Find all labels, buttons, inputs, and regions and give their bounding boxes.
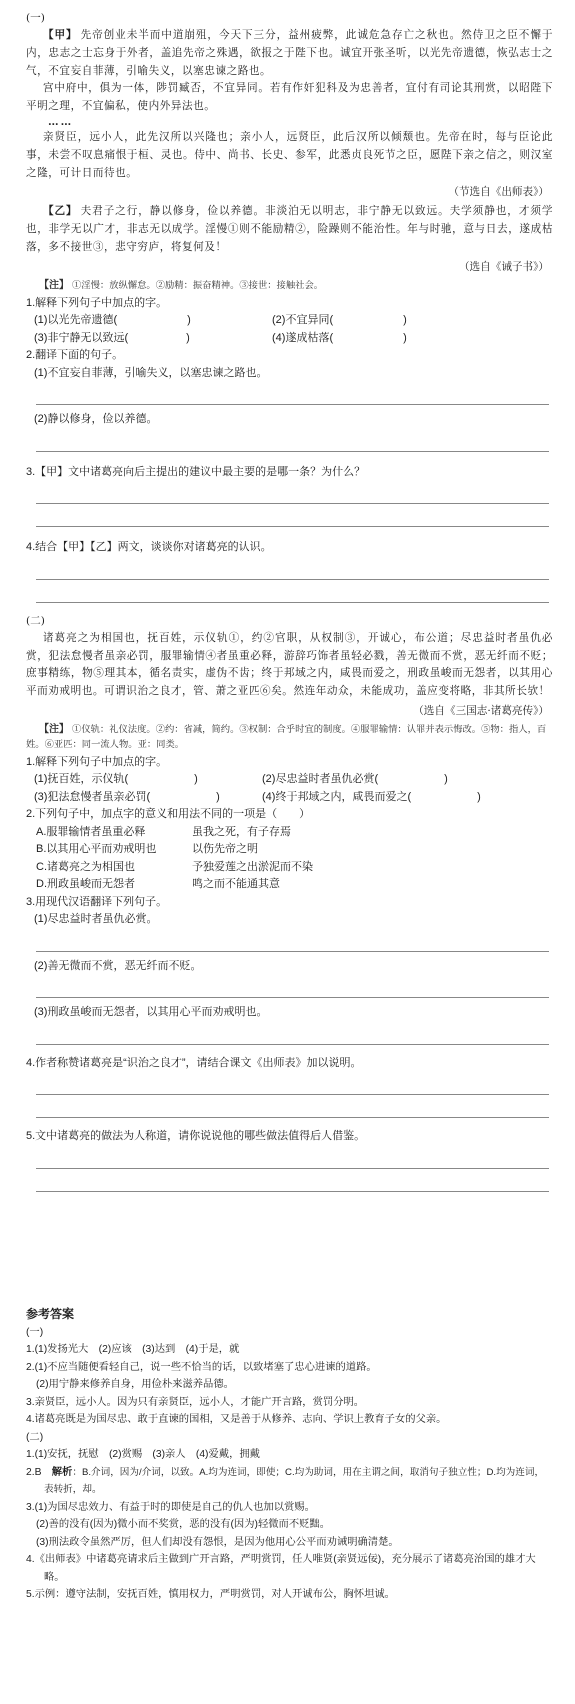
source-sanguozhi: （选自《三国志·诸葛亮传》）	[413, 704, 549, 717]
answer-line[interactable]	[36, 929, 549, 952]
ellipsis: ……	[48, 115, 74, 128]
answers-title: 参考答案	[26, 1306, 75, 1321]
section-2-label: (二)	[26, 614, 45, 627]
q2-2-option-c[interactable]: C.诸葛亮之为相国也 予独爱莲之出淤泥而不染	[36, 860, 313, 873]
answer-line[interactable]	[36, 1169, 549, 1192]
answers-section-1: (一)	[26, 1326, 44, 1338]
section-1-label: (一)	[26, 12, 45, 24]
answer-line[interactable]	[36, 975, 549, 998]
q2-4-prompt: 4.作者称赞诸葛亮是“识治之良才”，请结合课文《出师表》加以说明。	[26, 1056, 362, 1069]
answer-line[interactable]	[36, 557, 549, 580]
note-1	[26, 278, 553, 293]
q2-3-item-3: (3)刑政虽峻而无怨者，以其用心平而劝戒明也。	[34, 1006, 268, 1019]
note-text: ①淫慢：放纵懈怠。②励精：振奋精神。③接世：接触社会。	[72, 279, 324, 291]
source-yi: （选自《诫子书》）	[458, 260, 549, 273]
q2-2-option-a[interactable]: A.服罪输情者虽重必释 虽我之死，有子存焉	[36, 825, 291, 838]
q2-2-option-b[interactable]: B.以其用心平而劝戒明也 以伤先帝之明	[36, 843, 258, 856]
passage-jia-p2: 宫中府中，俱为一体，陟罚臧否，不宜异同。若有作奸犯科及为忠善者，宜付有司论其刑赏，以昭陛下平明之理，不宜偏私，使内外异法也。	[26, 82, 553, 113]
answer-1-2-1: 2.(1)不应当随便看轻自己，说一些不恰当的话，以致堵塞了忠心进谏的道路。	[26, 1361, 377, 1373]
answer-1-3: 3.亲贤臣，远小人。因为只有亲贤臣，远小人，才能广开言路，赏罚分明。	[26, 1396, 365, 1408]
q1-1-item-4: (4)遂成枯落(	[272, 331, 334, 344]
q2-2-option-d[interactable]: D.刑政虽峻而无怨者 鸣之而不能通其意	[36, 878, 280, 891]
answer-line[interactable]	[36, 429, 549, 452]
note-tag: 【注】	[39, 279, 70, 291]
answer-2-2: 2.B 解析：B.介词，因为/介词，以致。A.均为连词，即使；C.均为助词，用在主谓之间，取消句子独立性；D.均为连词，表转折，却。	[26, 1466, 545, 1496]
q1-2-prompt: 2.翻译下面的句子。	[26, 349, 124, 362]
q2-1-item-4: (4)终于邦域之内，咸畏而爱之(	[262, 790, 412, 803]
q2-3-item-2: (2)善无微而不赏，恶无纤而不贬。	[34, 959, 202, 972]
q1-2-item-1: (1)不宜妄自菲薄，引喻失义，以塞忠谏之路也。	[34, 366, 268, 379]
answer-2-3-3: (3)刑法政令虽然严厉，但人们却没有怨恨，是因为他用心公平而劝诫明确清楚。	[36, 1536, 399, 1548]
analysis-label: 解析	[51, 1466, 73, 1478]
q2-2-prompt: 2.下列句子中，加点字的意义和用法不同的一项是（ ）	[26, 808, 311, 821]
answer-2-3-1: 3.(1)为国尽忠效力、有益于时的即使是自己的仇人也加以赏赐。	[26, 1501, 315, 1513]
answer-2-3-2: (2)善的没有(因为)微小而不奖赏，恶的没有(因为)轻微而不贬黜。	[36, 1519, 331, 1531]
answer-line[interactable]	[36, 504, 549, 527]
note-text: ①仪轨：礼仪法度。②约：省减，简约。③权制：合乎时宜的制度。④服罪输情：认罪并表示悔改。⑤物：指人，百姓。⑥亚匹：同一流人物。亚：同类。	[26, 723, 547, 750]
note-tag: 【注】	[39, 723, 70, 735]
answer-1-2-2: (2)用宁静来修养自身，用俭朴来滋养品德。	[36, 1379, 234, 1391]
q2-1-item-1: (1)抚百姓，示仪轨(	[34, 773, 129, 786]
passage-jia-text-1: 先帝创业未半而中道崩殂，今天下三分，益州疲弊，此诚危急存亡之秋也。然侍卫之臣不懈于内，忠志之士忘身于外者，盖追先帝之殊遇，欲报之于陛下也。诚宜开张圣听，以光先帝遗德，恢弘志士之气，不宜妄自菲薄，引喻失义，以塞忠谏之路也。	[26, 29, 554, 77]
q1-4-prompt: 4.结合【甲】【乙】两文，谈谈你对诸葛亮的认识。	[26, 541, 272, 554]
q1-1-item-1: (1)以光先帝遗德(	[34, 314, 118, 327]
passage-sanguozhi: 诸葛亮之为相国也，抚百姓，示仪轨①，约②官职，从权制③，开诚心，布公道；尽忠益时者虽仇必赏，犯法怠慢者虽亲必罚，服罪输情④者虽重必释，游辞巧饰者虽轻必戮，善无微而不赏，恶无纤而不贬；庶事精练，物⑤理其本，循名责实，虚伪不齿；终于邦域之内，咸畏而爱之，刑政虽峻而无怨者，以其用心平而劝戒明也。可谓识治之良才，管、萧之亚匹⑥矣。然连年动众，未能成功，盖应变将略，非其所长欤！	[26, 631, 553, 698]
answer-line[interactable]	[36, 1146, 549, 1169]
q1-1-row-b: (3)非宁静无以致远( ) (4)遂成枯落( )	[34, 331, 407, 344]
passage-yi	[26, 203, 553, 256]
q1-3-prompt: 3.【甲】文中诸葛亮向后主提出的建议中最主要的是哪一条？为什么？	[26, 465, 366, 478]
q1-1-item-3: (3)非宁静无以致远(	[34, 331, 129, 344]
q1-1-row-a: (1)以光先帝遗德( ) (2)不宜异同( )	[34, 314, 407, 327]
q2-1-prompt: 1.解释下列句子中加点的字。	[26, 755, 168, 768]
answer-2-4: 4.《出师表》中诸葛亮请求后主做到广开言路，严明赏罚，任人唯贤(亲贤远佞)，充分展示了诸葛亮治国的雄才大略。	[26, 1554, 536, 1583]
q1-2-item-2: (2)静以修身，俭以养德。	[34, 413, 158, 426]
q1-1-item-2: (2)不宜异同(	[272, 314, 334, 327]
yi-tag: 【乙】	[42, 205, 78, 218]
passage-yi-text: 夫君子之行，静以修身，俭以养德。非淡泊无以明志，非宁静无以致远。夫学须静也，才须学也，非学无以广才，非志无以成学。淫慢①则不能励精②，险躁则不能治性。年与时驰，意与日去，遂成枯落，多不接世③，悲守穷庐，将复何及！	[26, 205, 554, 253]
answer-line[interactable]	[36, 382, 549, 405]
answer-line[interactable]	[36, 1022, 549, 1045]
answer-line[interactable]	[36, 481, 549, 504]
answer-2-1: 1.(1)安抚，抚慰 (2)赏赐 (3)亲人 (4)爱戴，拥戴	[26, 1449, 260, 1461]
answer-line[interactable]	[36, 1095, 549, 1118]
passage-jia-p1	[26, 27, 553, 80]
answers-section-2: (二)	[26, 1431, 44, 1443]
q2-3-prompt: 3.用现代汉语翻译下列句子。	[26, 895, 168, 908]
jia-tag: 【甲】	[42, 29, 78, 41]
q2-1-row-a: (1)抚百姓，示仪轨( ) (2)尽忠益时者虽仇必赏( )	[34, 773, 448, 786]
answer-line[interactable]	[36, 580, 549, 603]
note-2	[26, 722, 553, 752]
answer-1-4: 4.诸葛亮既是为国尽忠、敢于直谏的国相，又是善于从修养、志向、学识上教育子女的父亲。	[26, 1414, 447, 1426]
q2-1-row-b: (3)犯法怠慢者虽亲必罚( ) (4)终于邦域之内，咸畏而爱之( )	[34, 790, 481, 803]
answer-line[interactable]	[36, 1072, 549, 1095]
source-jia: （节选自《出师表》）	[448, 186, 549, 199]
q2-1-item-2: (2)尽忠益时者虽仇必赏(	[262, 773, 379, 786]
q1-1-prompt: 1.解释下列句子中加点的字。	[26, 296, 168, 309]
q2-5-prompt: 5.文中诸葛亮的做法为人称道，请你说说他的哪些做法值得后人借鉴。	[26, 1130, 366, 1143]
answer-2-5: 5.示例：遵守法制，安抚百姓，慎用权力，严明赏罚，对人开诚布公，胸怀坦诚。	[26, 1589, 395, 1601]
q2-1-item-3: (3)犯法怠慢者虽亲必罚(	[34, 790, 151, 803]
q2-3-item-1: (1)尽忠益时者虽仇必赏。	[34, 913, 158, 926]
passage-jia-p3: 亲贤臣，远小人，此先汉所以兴隆也；亲小人，远贤臣，此后汉所以倾颓也。先帝在时，每与臣论此事，未尝不叹息痛恨于桓、灵也。侍中、尚书、长史、参军，此悉贞良死节之臣，愿陛下亲之信之，则汉室之隆，可计日而待也。	[26, 130, 553, 179]
answer-1-1: 1.(1)发扬光大 (2)应该 (3)达到 (4)于是，就	[26, 1344, 240, 1356]
